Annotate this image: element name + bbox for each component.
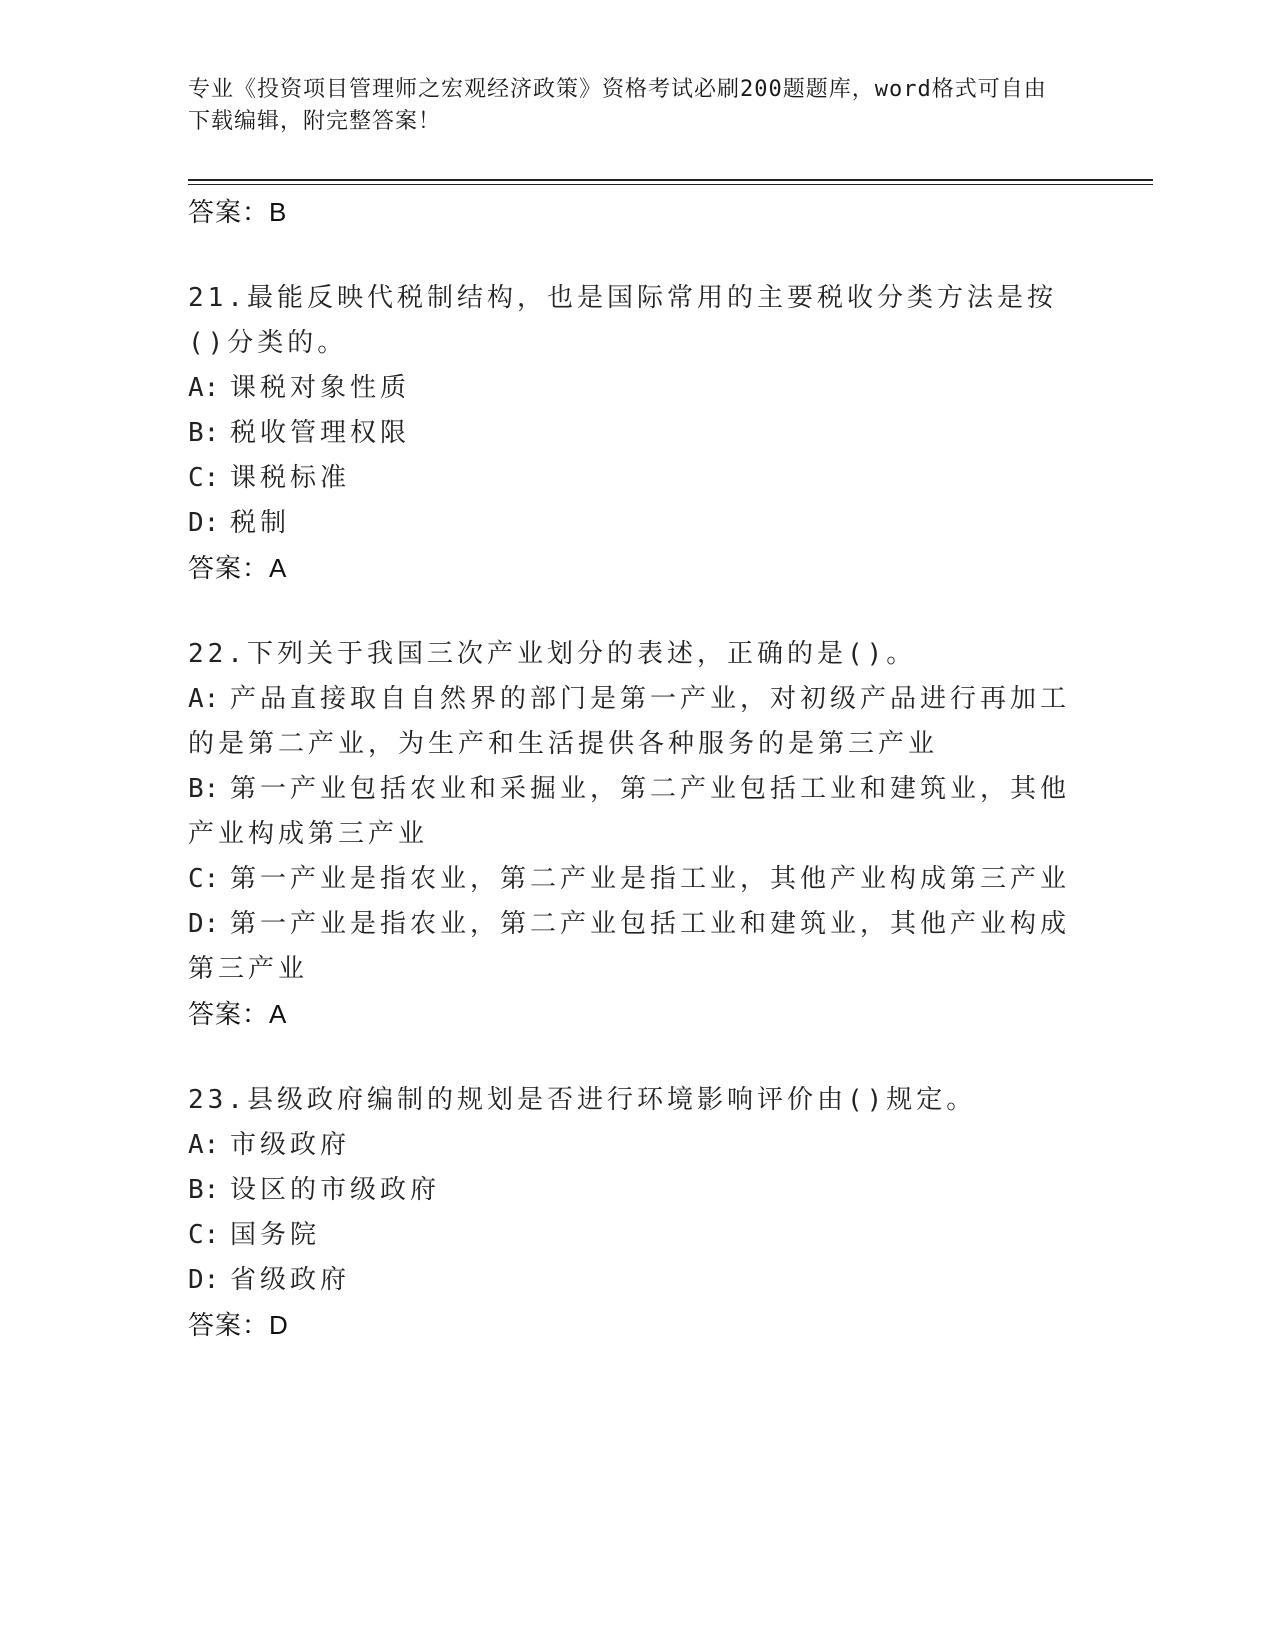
- option-letter: A:: [188, 373, 220, 403]
- option-text: 国务院: [230, 1220, 321, 1250]
- option-c: [188, 456, 1078, 501]
- question-21: [188, 276, 1078, 590]
- option-text: 税收管理权限: [230, 418, 411, 448]
- option-b: [188, 767, 1078, 857]
- option-b: [188, 1168, 1078, 1213]
- option-text: 第一产业包括农业和采掘业，第二产业包括工业和建筑业，其他产业构成第三产业: [188, 774, 1071, 849]
- option-b: [188, 411, 1078, 456]
- option-c: [188, 857, 1078, 902]
- header-divider-thick: [188, 179, 1153, 181]
- option-letter: A:: [188, 684, 220, 714]
- option-letter: D:: [188, 909, 220, 939]
- option-letter: D:: [188, 508, 220, 538]
- option-c: [188, 1213, 1078, 1258]
- option-d: [188, 1258, 1078, 1303]
- option-letter: D:: [188, 1265, 220, 1295]
- question-22: [188, 632, 1078, 1036]
- option-text: 税制: [230, 508, 291, 538]
- option-text: 市级政府: [230, 1130, 351, 1160]
- option-text: 省级政府: [230, 1265, 351, 1295]
- option-text: 第一产业是指农业，第二产业是指工业，其他产业构成第三产业: [230, 864, 1071, 894]
- question-stem: 22.下列关于我国三次产业划分的表述，正确的是()。: [188, 639, 917, 669]
- option-a: [188, 677, 1078, 767]
- option-d: [188, 902, 1078, 992]
- question-23: [188, 1078, 1078, 1347]
- question-stem: 21.最能反映代税制结构，也是国际常用的主要税收分类方法是按()分类的。: [188, 283, 1057, 358]
- option-letter: C:: [188, 864, 220, 894]
- previous-answer: 答案：B: [188, 197, 288, 227]
- option-text: 课税标准: [230, 463, 351, 493]
- option-letter: C:: [188, 463, 220, 493]
- option-text: 课税对象性质: [230, 373, 411, 403]
- header-divider-thin: [188, 184, 1153, 185]
- option-letter: B:: [188, 1175, 220, 1205]
- question-stem: 23.县级政府编制的规划是否进行环境影响评价由()规定。: [188, 1085, 977, 1115]
- document-header: 专业《投资项目管理师之宏观经济政策》资格考试必刷200题题库，word格式可自由下载编辑，附完整答案！: [188, 77, 1047, 134]
- option-letter: B:: [188, 418, 220, 448]
- option-d: [188, 501, 1078, 546]
- option-text: 设区的市级政府: [230, 1175, 441, 1205]
- option-text: 产品直接取自自然界的部门是第一产业，对初级产品进行再加工的是第二产业，为生产和生活提供各种服务的是第三产业: [188, 684, 1071, 759]
- document-body: [188, 190, 1078, 1347]
- question-answer: 答案：A: [188, 553, 288, 583]
- question-answer: 答案：A: [188, 999, 288, 1029]
- option-a: [188, 366, 1078, 411]
- question-answer: 答案：D: [188, 1310, 289, 1340]
- option-letter: A:: [188, 1130, 220, 1160]
- option-letter: C:: [188, 1220, 220, 1250]
- option-letter: B:: [188, 774, 220, 804]
- option-text: 第一产业是指农业，第二产业包括工业和建筑业，其他产业构成第三产业: [188, 909, 1071, 984]
- option-a: [188, 1123, 1078, 1168]
